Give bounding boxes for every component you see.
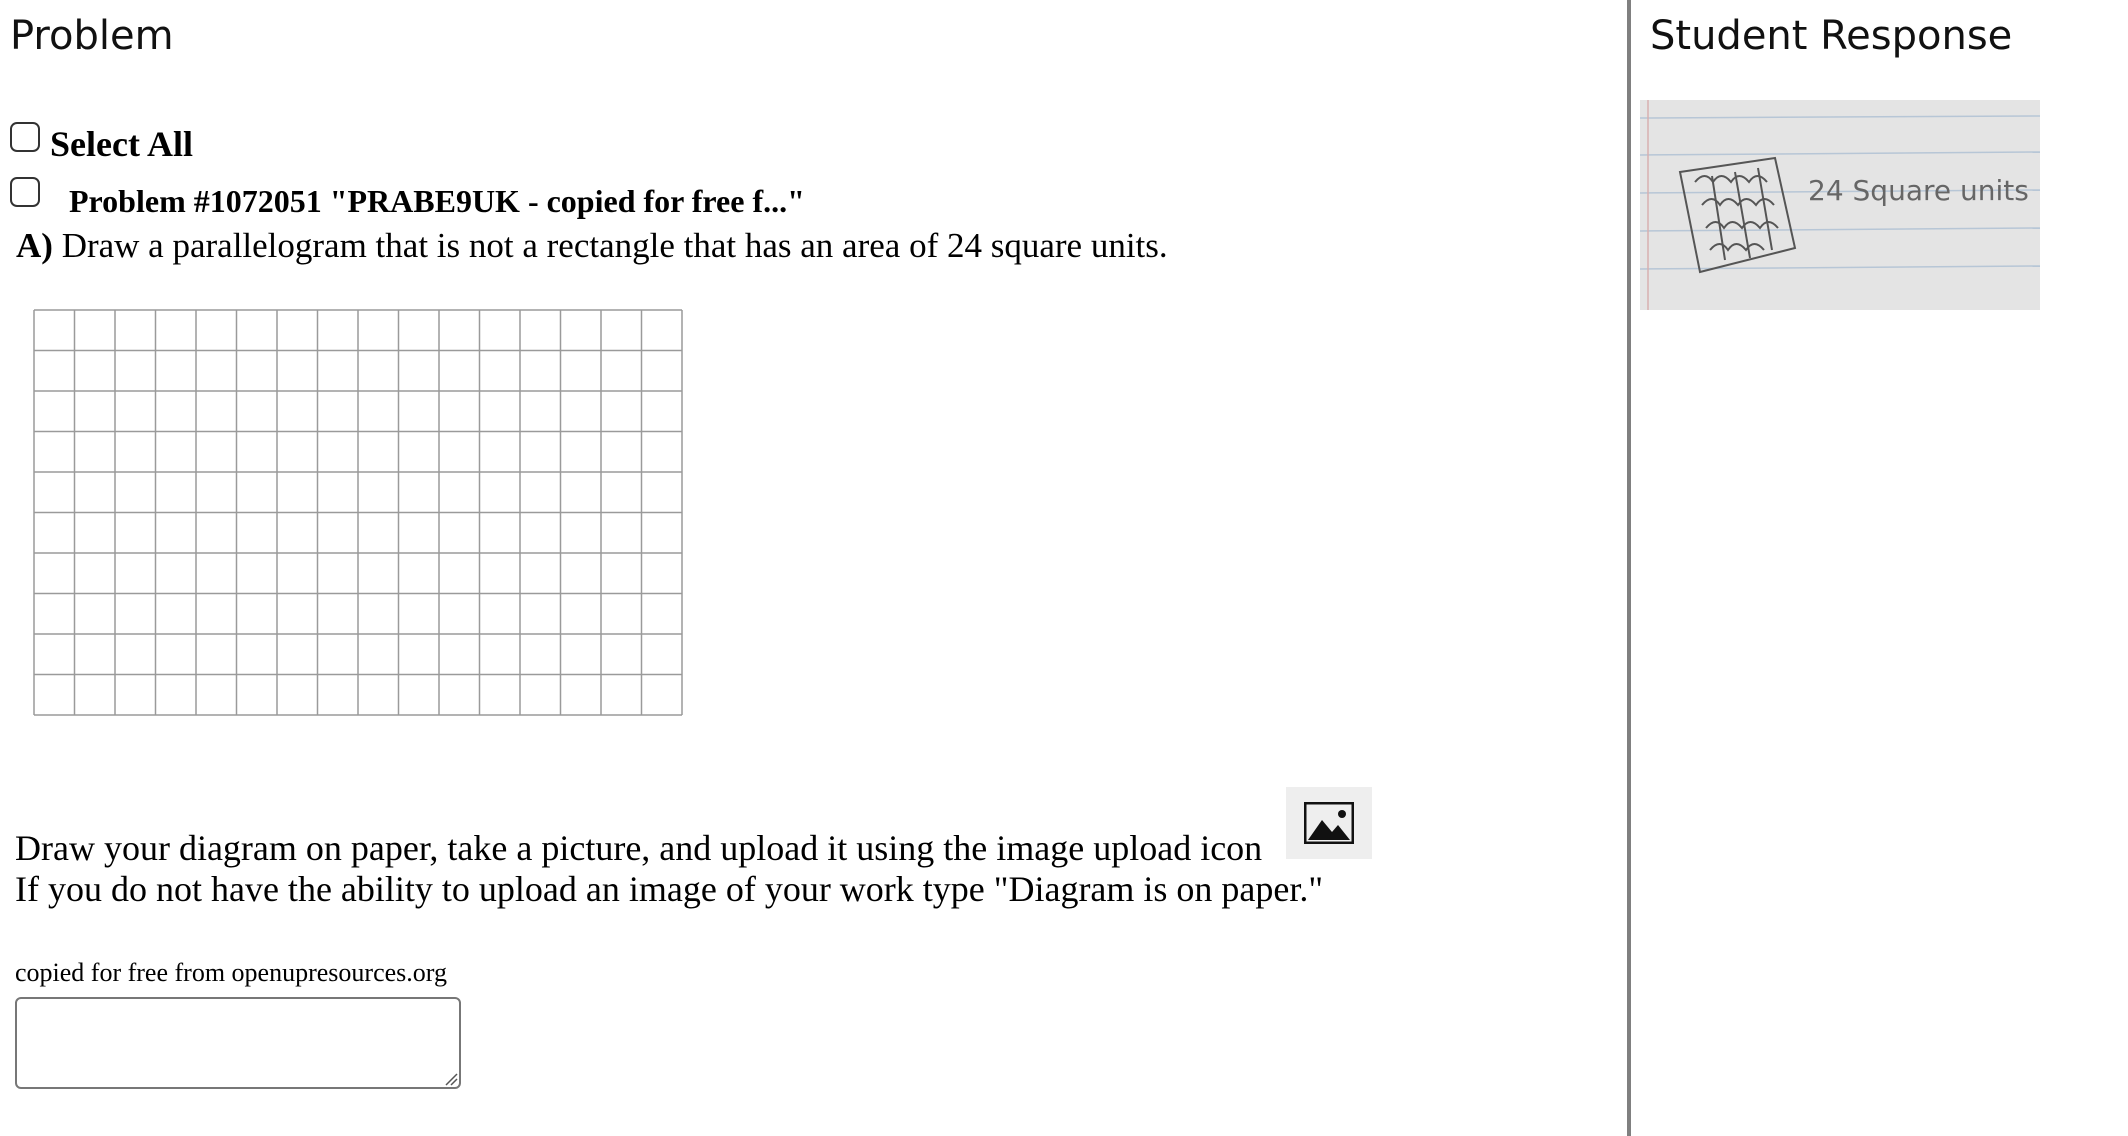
problem-checkbox[interactable]: [10, 177, 40, 207]
select-all-checkbox[interactable]: [10, 122, 40, 152]
student-response-image[interactable]: [1640, 100, 2040, 310]
question-part-label: A): [16, 226, 53, 265]
image-upload-icon[interactable]: [1286, 787, 1372, 859]
instructions: [15, 828, 1323, 910]
question-text: [16, 228, 1168, 263]
grid-lines: [34, 310, 682, 715]
instruction-line-1: Draw your diagram on paper, take a picture, and upload it using the image upload icon: [15, 828, 1263, 868]
instruction-line-2: If you do not have the ability to upload an image of your work type "Diagram is on paper.": [15, 869, 1324, 909]
problem-title: Problem #1072051 "PRABE9UK - copied for free f...": [69, 183, 805, 219]
question-body: Draw a parallelogram that is not a rectangle that has an area of 24 square units.: [52, 226, 1168, 265]
answer-textarea[interactable]: [15, 997, 461, 1089]
handwritten-answer: 24 Square units: [1808, 174, 2029, 207]
textarea-resize-handle[interactable]: [444, 1072, 458, 1086]
response-heading: Student Response: [1650, 13, 2013, 59]
select-all-label[interactable]: Select All: [50, 124, 193, 164]
square-grid: [30, 300, 690, 730]
source-note: copied for free from openupresources.org: [15, 958, 447, 987]
problem-heading: Problem: [10, 13, 174, 59]
